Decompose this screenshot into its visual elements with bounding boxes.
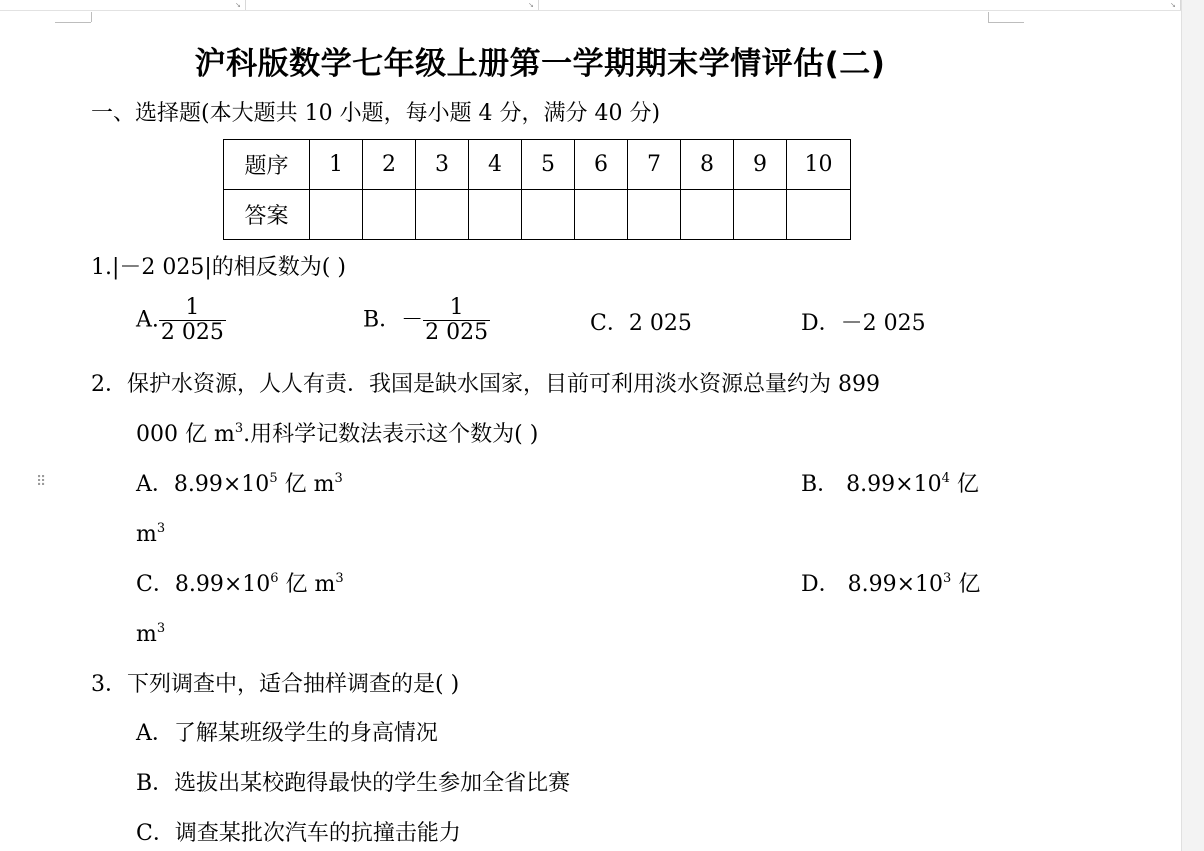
exponent: 3 <box>334 471 343 486</box>
question-1-option-c: C．2 025 <box>590 311 692 336</box>
top-ruler[interactable] <box>0 0 1182 11</box>
page-corner-mark <box>988 12 1024 23</box>
fraction <box>159 296 226 345</box>
answer-cell[interactable] <box>734 190 787 240</box>
question-1-stem: 1.|－2 025|的相反数为( ) <box>91 255 346 280</box>
answer-cell[interactable] <box>681 190 734 240</box>
question-number-cell: 8 <box>681 140 734 190</box>
question-2-option-b-unit <box>136 521 165 549</box>
exponent: 3 <box>156 521 166 536</box>
question-number-cell: 10 <box>787 140 851 190</box>
drag-handle-icon[interactable]: ⠿ <box>36 474 46 490</box>
exponent: 3 <box>943 571 952 586</box>
page-corner-mark <box>91 12 92 22</box>
answer-cell[interactable] <box>575 190 628 240</box>
question-3-option-b: B．选拔出某校跑得最快的学生参加全省比赛 <box>136 771 571 796</box>
option-text: 亿 m <box>277 472 335 497</box>
table-header-cell: 题序 <box>224 140 310 190</box>
ruler-marker-icon[interactable]: ↘ <box>235 1 241 9</box>
question-number-cell: 4 <box>469 140 522 190</box>
option-label: A. <box>136 307 159 333</box>
answer-cell[interactable] <box>628 190 681 240</box>
vertical-scrollbar[interactable] <box>1181 0 1204 851</box>
question-1-option-b <box>363 296 490 345</box>
option-text: A．8.99×10 <box>136 472 270 497</box>
exponent: 3 <box>335 571 344 586</box>
table-header-cell: 答案 <box>224 190 310 240</box>
stem-text: 000 亿 m <box>136 422 235 447</box>
answer-cell[interactable] <box>522 190 575 240</box>
answer-cell[interactable] <box>469 190 522 240</box>
question-number-cell: 3 <box>416 140 469 190</box>
ruler-marker-icon[interactable]: ↘ <box>528 1 534 9</box>
option-text: 亿 <box>951 572 981 597</box>
answer-cell[interactable] <box>310 190 363 240</box>
option-text: D． 8.99×10 <box>801 572 944 597</box>
page-corner-mark <box>988 12 989 22</box>
option-text: 亿 <box>949 472 979 497</box>
question-3-stem: 3．下列调查中，适合抽样调查的是( ) <box>91 672 460 697</box>
answer-cell[interactable] <box>363 190 416 240</box>
fraction <box>423 296 490 345</box>
ruler-marker-icon[interactable]: ↘ <box>1170 1 1176 9</box>
option-label: B．－ <box>363 307 424 333</box>
page-title: 沪科版数学七年级上册第一学期期末学情评估(二) <box>194 46 886 82</box>
page-corner-mark <box>55 12 91 23</box>
exponent: 5 <box>269 471 278 486</box>
ruler-separator <box>538 0 539 10</box>
option-text: 亿 m <box>278 572 336 597</box>
fraction-denominator: 2 025 <box>160 320 224 345</box>
unit-text: m <box>136 622 157 647</box>
question-2-option-d <box>801 571 980 599</box>
question-3-option-a: A．了解某班级学生的身高情况 <box>136 721 438 746</box>
question-number-cell: 9 <box>734 140 787 190</box>
question-2-option-d-unit <box>136 621 165 649</box>
fraction-numerator: 1 <box>159 296 226 321</box>
answer-cell[interactable] <box>787 190 851 240</box>
question-2-stem-line-2 <box>136 421 538 449</box>
question-3-option-c: C．调查某批次汽车的抗撞击能力 <box>136 821 461 846</box>
stem-text: .用科学记数法表示这个数为( ) <box>243 422 539 447</box>
question-1-option-a <box>136 296 226 345</box>
fraction-numerator: 1 <box>423 296 490 321</box>
question-number-cell: 7 <box>628 140 681 190</box>
superscript: 3 <box>234 421 244 436</box>
table-row <box>224 140 851 190</box>
question-number-cell: 5 <box>522 140 575 190</box>
question-1-option-d: D．－2 025 <box>801 311 926 336</box>
question-number-cell: 6 <box>575 140 628 190</box>
unit-text: m <box>136 522 157 547</box>
answer-table <box>223 139 851 240</box>
exponent: 4 <box>941 471 950 486</box>
option-text: B． 8.99×10 <box>801 472 942 497</box>
ruler-separator <box>245 0 246 10</box>
question-number-cell: 2 <box>363 140 416 190</box>
exponent: 6 <box>270 571 279 586</box>
option-text: C．8.99×10 <box>136 572 271 597</box>
section-heading: 一、选择题(本大题共 10 小题，每小题 4 分，满分 40 分) <box>91 101 661 126</box>
question-number-cell: 1 <box>310 140 363 190</box>
question-2-option-b <box>801 471 979 499</box>
fraction-denominator: 2 025 <box>425 320 489 345</box>
answer-cell[interactable] <box>416 190 469 240</box>
question-2-stem-line-1: 2．保护水资源，人人有责．我国是缺水国家，目前可利用淡水资源总量约为 899 <box>91 372 880 397</box>
exponent: 3 <box>156 621 166 636</box>
question-2-option-a <box>136 471 343 499</box>
table-row <box>224 190 851 240</box>
question-2-option-c <box>136 571 344 599</box>
